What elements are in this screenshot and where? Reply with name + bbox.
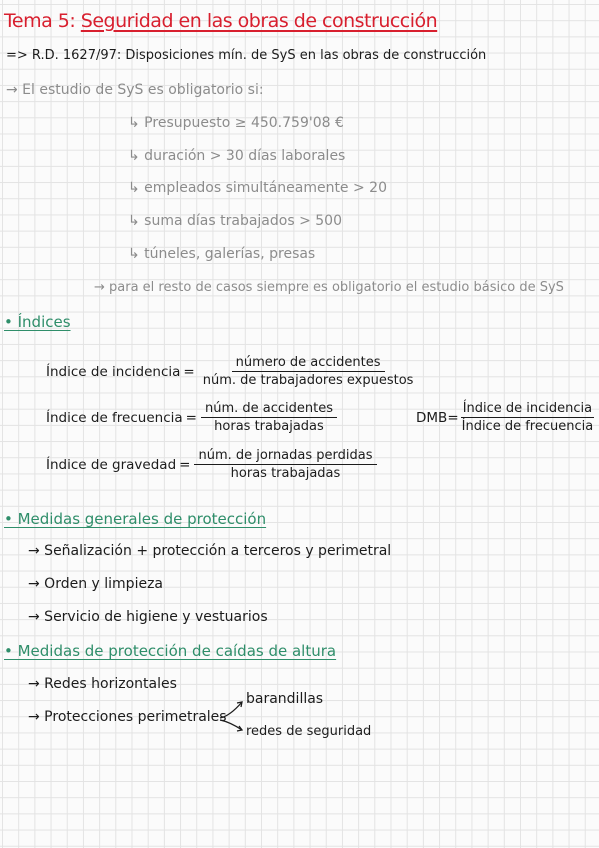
frecuencia-fraction	[201, 401, 337, 434]
dmb-denominator: Índice de frecuencia	[461, 419, 594, 434]
medida-protecciones-perimetrales: → Protecciones perimetrales	[28, 709, 227, 725]
gravedad-fraction	[194, 448, 376, 481]
medida-higiene: → Servicio de higiene y vestuarios	[28, 609, 268, 625]
section-heading-indices: • Índices	[4, 313, 71, 331]
branch-barandillas: barandillas	[246, 691, 324, 707]
branch-arrows	[218, 696, 248, 736]
formula-gravedad	[46, 448, 377, 481]
condition-dias-trabajados: ↳ suma días trabajados > 500	[128, 213, 342, 229]
condition-presupuesto: ↳ Presupuesto ≥ 450.759'08 €	[128, 115, 344, 131]
branch-redes-seguridad: redes de seguridad	[246, 724, 372, 739]
estudio-intro: → El estudio de SyS es obligatorio si:	[6, 82, 264, 98]
incidencia-fraction	[199, 355, 418, 388]
condition-duracion: ↳ duración > 30 días laborales	[128, 148, 346, 164]
frecuencia-label: Índice de frecuencia	[46, 409, 183, 426]
incidencia-numerator: número de accidentes	[232, 355, 385, 372]
condition-tuneles: ↳ túneles, galerías, presas	[128, 246, 316, 262]
frecuencia-numerator: núm. de accidentes	[201, 401, 337, 418]
section-heading-medidas-generales: • Medidas generales de protección	[4, 510, 267, 528]
section-heading-medidas-caidas: • Medidas de protección de caídas de altura	[4, 642, 337, 660]
incidencia-label: Índice de incidencia	[46, 363, 181, 380]
dmb-label: DMB	[416, 409, 448, 426]
incidencia-equals: =	[183, 363, 195, 380]
title-text: Seguridad en las obras de construcción	[80, 10, 438, 32]
medida-redes-horizontales: → Redes horizontales	[28, 676, 177, 692]
page-title	[4, 10, 437, 32]
dmb-numerator: Índice de incidencia	[462, 401, 593, 416]
gravedad-numerator: núm. de jornadas perdidas	[194, 448, 376, 465]
gravedad-equals: =	[179, 456, 191, 473]
formula-dmb	[416, 401, 595, 434]
formula-frecuencia	[46, 401, 337, 434]
gravedad-label: Índice de gravedad	[46, 456, 177, 473]
rd-reference: => R.D. 1627/97: Disposiciones mín. de SyS en las obras de construcción	[6, 48, 487, 63]
formula-incidencia	[46, 355, 417, 388]
dmb-equals: =	[447, 409, 459, 426]
title-prefix: Tema 5:	[4, 10, 76, 32]
gravedad-denominator: horas trabajadas	[230, 466, 341, 481]
incidencia-denominator: núm. de trabajadores expuestos	[202, 373, 414, 388]
frecuencia-denominator: horas trabajadas	[214, 419, 324, 434]
dmb-fraction	[460, 401, 596, 434]
condition-empleados: ↳ empleados simultáneamente > 20	[128, 180, 387, 196]
medida-senalizacion: → Señalización + protección a terceros y perimetral	[28, 543, 392, 559]
medida-orden-limpieza: → Orden y limpieza	[28, 576, 164, 592]
frecuencia-equals: =	[185, 409, 197, 426]
estudio-basico-note: → para el resto de casos siempre es obligatorio el estudio básico de SyS	[94, 280, 564, 295]
